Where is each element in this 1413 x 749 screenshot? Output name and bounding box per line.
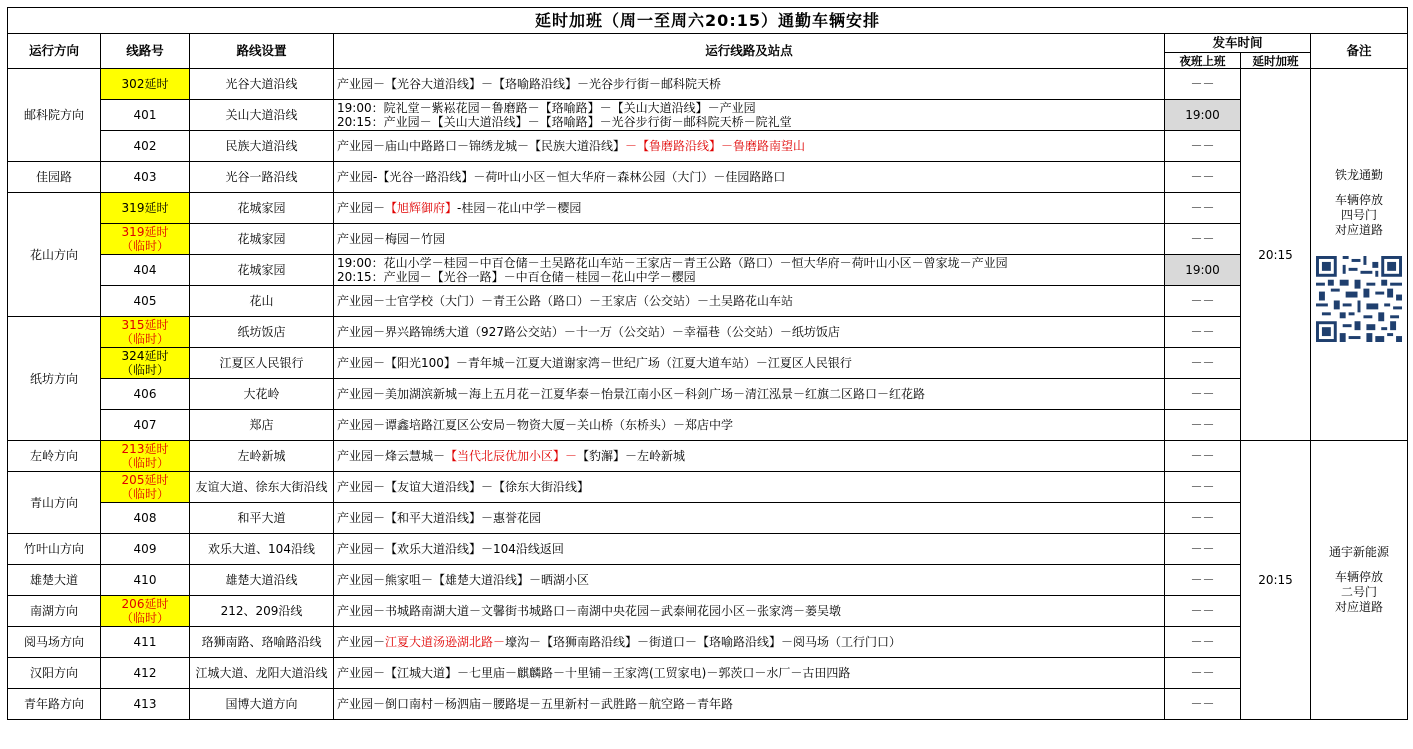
remark-cell [1311,69,1408,441]
stops-cell [334,193,1165,224]
route-no-cell: 401 [101,100,190,131]
night-time-cell: 19:00 [1165,255,1241,286]
route-no-cell: 411 [101,627,190,658]
table-row [8,162,1408,193]
route-setting-cell: 和平大道 [190,503,334,534]
night-time-cell: －－ [1165,69,1241,100]
remark-line: 车辆停放 [1335,192,1384,207]
direction-cell: 阅马场方向 [8,627,101,658]
table-row [8,441,1408,472]
route-no-cell: 403 [101,162,190,193]
route-no-cell: 402 [101,131,190,162]
route-no-text: 205延时 [121,473,169,487]
night-time-cell: －－ [1165,224,1241,255]
route-no-cell [101,596,190,627]
stops-cell: 产业园－【和平大道沿线】－惠誉花园 [334,503,1165,534]
stops-cell [334,255,1165,286]
remark-line: 四号门 [1341,207,1378,222]
stops-line: 20:15：产业园－【光谷一路】－中百仓储－桂园－花山中学－樱园 [337,270,696,284]
table-row [8,596,1408,627]
direction-cell: 左岭方向 [8,441,101,472]
header-depart-time: 发车时间 [1165,34,1311,53]
remark-line: 对应道路 [1335,222,1384,237]
stops-cell: 产业园－【欢乐大道沿线】－104沿线返回 [334,534,1165,565]
route-setting-cell: 友谊大道、徐东大街沿线 [190,472,334,503]
route-no-cell: 407 [101,410,190,441]
stops-cell: 产业园－倒口南村－杨泗庙－腰路堤－五里新村－武胜路－航空路－青年路 [334,689,1165,720]
route-no-text: 319延时 [121,225,169,239]
night-time-cell: －－ [1165,193,1241,224]
night-time-cell: －－ [1165,689,1241,720]
table-row [8,410,1408,441]
stops-text: 【豹澥】－左岭新城 [577,449,686,463]
night-time-cell: －－ [1165,627,1241,658]
route-no-cell: 406 [101,379,190,410]
route-no-cell: 405 [101,286,190,317]
route-setting-cell: 花城家园 [190,193,334,224]
route-no-temp: （临时） [120,611,169,625]
direction-cell: 佳园路 [8,162,101,193]
stops-text: 壕沟－【珞狮南路沿线】－街道口－【珞喻路沿线】－阅马场（工行门口） [505,635,902,649]
night-time-cell: －－ [1165,596,1241,627]
night-time-cell: 19:00 [1165,100,1241,131]
direction-cell: 雄楚大道 [8,565,101,596]
route-setting-cell: 郑店 [190,410,334,441]
route-setting-cell: 江夏区人民银行 [190,348,334,379]
route-no-text: 206延时 [121,597,169,611]
stops-text: 产业园－庙山中路路口－锦绣龙城－【民族大道沿线】 [337,139,626,153]
stops-cell [334,131,1165,162]
header-night-shift: 夜班上班 [1165,53,1241,69]
stops-cell: 产业园－【友谊大道沿线】－【徐东大街沿线】 [334,472,1165,503]
route-no-temp: （临时） [120,456,169,470]
header-stops: 运行线路及站点 [334,34,1165,69]
remark-cell [1311,441,1408,720]
table-row [8,348,1408,379]
route-setting-cell: 左岭新城 [190,441,334,472]
direction-cell: 纸坊方向 [8,317,101,441]
table-row [8,224,1408,255]
remark-line: 通宇新能源 [1329,545,1390,559]
header-remark: 备注 [1311,34,1408,69]
stops-cell [334,100,1165,131]
night-time-cell: －－ [1165,658,1241,689]
table-row [8,472,1408,503]
direction-cell: 南湖方向 [8,596,101,627]
route-setting-cell: 江城大道、龙阳大道沿线 [190,658,334,689]
table-row [8,627,1408,658]
route-setting-cell: 花山 [190,286,334,317]
route-no-cell: 410 [101,565,190,596]
stops-text-red: －【鲁磨路沿线】－鲁磨路南望山 [625,139,806,153]
route-setting-cell: 光谷大道沿线 [190,69,334,100]
night-time-cell: －－ [1165,348,1241,379]
route-no-cell [101,224,190,255]
route-no-temp: （临时） [120,332,169,346]
direction-cell: 汉阳方向 [8,658,101,689]
route-no-temp: （临时） [120,363,169,377]
direction-cell: 竹叶山方向 [8,534,101,565]
stops-cell: 产业园－士官学校（大门）－青王公路（路口）－王家店（公交站）－土吴路花山车站 [334,286,1165,317]
stops-line: 20:15：产业园－【关山大道沿线】－【珞喻路】－光谷步行街－邮科院天桥－院礼堂 [337,115,792,129]
direction-cell: 青年路方向 [8,689,101,720]
route-setting-cell: 花城家园 [190,224,334,255]
table-row [8,69,1408,100]
remark-line: 铁龙通勤 [1335,167,1384,182]
stops-cell: 产业园－梅园－竹园 [334,224,1165,255]
night-time-cell: －－ [1165,472,1241,503]
route-no-temp: （临时） [120,487,169,501]
direction-cell: 邮科院方向 [8,69,101,162]
table-row [8,131,1408,162]
stops-line: 19:00：院礼堂－紫崧花园－鲁磨路－【珞喻路】－【关山大道沿线】－产业园 [337,101,756,115]
route-setting-cell: 国博大道方向 [190,689,334,720]
route-setting-cell: 光谷一路沿线 [190,162,334,193]
overtime-time-cell: 20:15 [1241,69,1311,441]
remark-line: 对应道路 [1335,600,1384,614]
route-no-text: 315延时 [121,318,169,332]
route-no-text: 213延时 [121,442,169,456]
route-no-cell [101,317,190,348]
stops-cell [334,441,1165,472]
night-time-cell: －－ [1165,410,1241,441]
stops-cell: 产业园－谭鑫培路江夏区公安局－物资大厦－关山桥（东桥头）－郑店中学 [334,410,1165,441]
stops-cell: 产业园－美加湖滨新城－海上五月花－江夏华泰－怡景江南小区－科剑广场－清江泓景－红旗二区路口－红花路 [334,379,1165,410]
table-row [8,658,1408,689]
stops-text-red: 江夏大道汤逊湖北路－ [385,635,506,649]
direction-cell: 青山方向 [8,472,101,534]
night-time-cell: －－ [1165,131,1241,162]
table-row [8,534,1408,565]
route-no-text: 324延时 [121,349,169,363]
stops-line: 19:00：花山小学－桂园－中百仓储－土吴路花山车站－王家店－青王公路（路口）－恒大华府－荷叶山小区－曾家垅－产业园 [337,256,1008,270]
route-no-cell: 319延时 [101,193,190,224]
night-time-cell: －－ [1165,503,1241,534]
route-no-cell [101,348,190,379]
route-setting-cell: 大花岭 [190,379,334,410]
night-time-cell: －－ [1165,379,1241,410]
route-setting-cell: 珞狮南路、珞喻路沿线 [190,627,334,658]
header-overtime: 延时加班 [1241,53,1311,69]
table-row [8,193,1408,224]
route-setting-cell: 纸坊饭店 [190,317,334,348]
page-title: 延时加班（周一至周六20:15）通勤车辆安排 [8,8,1408,34]
qr-code-icon [1316,256,1402,342]
route-setting-cell: 民族大道沿线 [190,131,334,162]
direction-cell: 花山方向 [8,193,101,317]
stops-cell: 产业园－【江城大道】－七里庙－麒麟路－十里铺－王家湾(工贸家电)－郭茨口－水厂－古田四路 [334,658,1165,689]
route-no-cell [101,441,190,472]
stops-cell: 产业园－熊家咀－【雄楚大道沿线】－晒湖小区 [334,565,1165,596]
route-no-cell: 413 [101,689,190,720]
stops-text-red: 【当代北辰优加小区】－ [445,449,578,463]
route-no-cell: 412 [101,658,190,689]
table-row [8,379,1408,410]
route-setting-cell: 雄楚大道沿线 [190,565,334,596]
route-setting-cell: 欢乐大道、104沿线 [190,534,334,565]
route-no-temp: （临时） [120,239,169,253]
route-no-cell: 302延时 [101,69,190,100]
stops-text: 产业园－ [337,635,386,649]
stops-text: -桂园－花山中学－樱园 [457,201,582,215]
remark-line: 二号门 [1341,585,1378,599]
table-row [8,689,1408,720]
night-time-cell: －－ [1165,317,1241,348]
table-row [8,317,1408,348]
stops-cell: 产业园－书城路南湖大道－文馨街书城路口－南湖中央花园－武泰闸花园小区－张家湾－蒌吴墩 [334,596,1165,627]
night-time-cell: －－ [1165,162,1241,193]
stops-text: 产业园－烽云慧城－ [337,449,446,463]
table-row [8,100,1408,131]
commute-schedule-table [7,7,1408,720]
route-setting-cell: 212、209沿线 [190,596,334,627]
table-row [8,255,1408,286]
stops-text: 产业园－ [337,201,386,215]
route-setting-cell: 花城家园 [190,255,334,286]
overtime-time-cell: 20:15 [1241,441,1311,720]
stops-cell: 产业园-【光谷一路沿线】－荷叶山小区－恒大华府－森林公园（大门）－佳园路路口 [334,162,1165,193]
route-no-cell: 408 [101,503,190,534]
header-route-setting: 路线设置 [190,34,334,69]
route-no-cell: 409 [101,534,190,565]
night-time-cell: －－ [1165,441,1241,472]
header-direction: 运行方向 [8,34,101,69]
route-setting-cell: 关山大道沿线 [190,100,334,131]
table-row [8,565,1408,596]
table-row [8,503,1408,534]
stops-text-red: 【旭辉御府】 [385,201,458,215]
stops-cell: 产业园－【光谷大道沿线】－【珞喻路沿线】－光谷步行街－邮科院天桥 [334,69,1165,100]
night-time-cell: －－ [1165,565,1241,596]
stops-cell [334,627,1165,658]
night-time-cell: －－ [1165,286,1241,317]
stops-cell: 产业园－【阳光100】－青年城－江夏大道谢家湾－世纪广场（江夏大道车站）－江夏区人民银行 [334,348,1165,379]
night-time-cell: －－ [1165,534,1241,565]
header-route-no: 线路号 [101,34,190,69]
route-no-cell: 404 [101,255,190,286]
stops-cell: 产业园－界兴路锦绣大道（927路公交站）－十一万（公交站）－幸福巷（公交站）－纸坊饭店 [334,317,1165,348]
remark-line: 车辆停放 [1335,570,1384,584]
table-row [8,286,1408,317]
route-no-cell [101,472,190,503]
